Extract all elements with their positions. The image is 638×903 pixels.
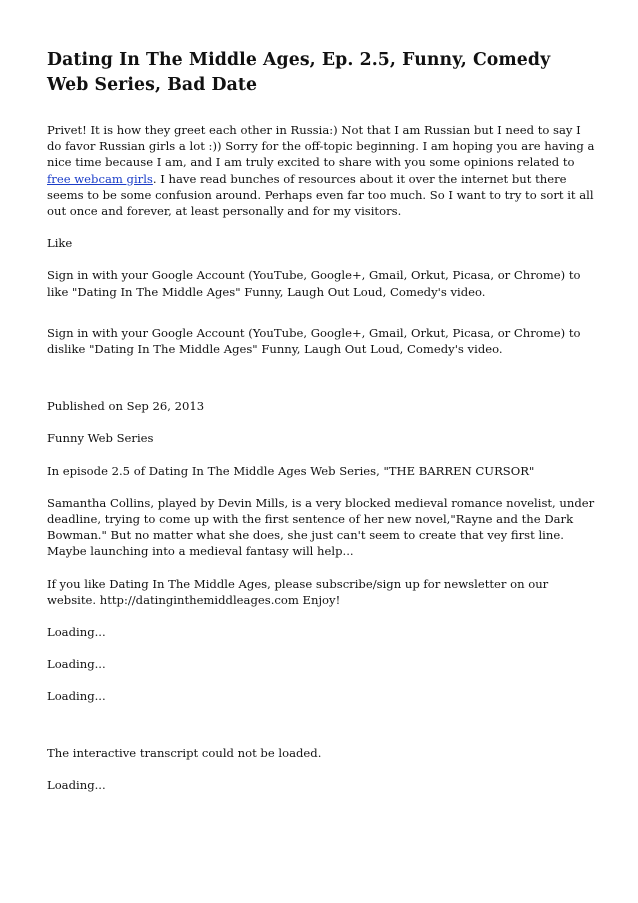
sign-in-dislike-text: Sign in with your Google Account (YouTube, Google+, Gmail, Orkut, Picasa, or Chrome) to dislike "Dating In The Middle Ages" Funny, Laugh Out Loud, Comedy's video. xyxy=(47,325,581,357)
subscribe-paragraph: If you like Dating In The Middle Ages, please subscribe/sign up for newsletter on our website. http://datinginthemiddleages.com Enjoy! xyxy=(47,576,549,607)
loading-text-3: Loading... xyxy=(47,689,106,704)
intro-text-start: Privet! It is how they greet each other in Russia:) Not that I am Russian but I need to say I do favor Russian girls a lot :)) Sorry for the off-topic beginning. I am hoping you are having a nice time because I am, and I am truly excited to share with you some opinions related to xyxy=(47,123,595,170)
loading-text-1: Loading... xyxy=(47,625,106,640)
document-page xyxy=(47,48,595,793)
published-date: Published on Sep 26, 2013 xyxy=(47,399,205,414)
intro-paragraph xyxy=(47,122,595,219)
episode-description: In episode 2.5 of Dating In The Middle Ages Web Series, "THE BARREN CURSOR" xyxy=(47,463,535,478)
intro-text-end: . I have read bunches of resources about it over the internet but there seems to be some confusion around. Perhaps even far too much. So I want to try to sort it all out once and forever, at least personally and for my visitors. xyxy=(47,171,594,219)
loading-text-2: Loading... xyxy=(47,657,106,672)
free-webcam-girls-link[interactable]: free webcam girls xyxy=(47,171,153,186)
sign-in-like-text: Sign in with your Google Account (YouTube, Google+, Gmail, Orkut, Picasa, or Chrome) to like "Dating In The Middle Ages" Funny, Laugh Out Loud, Comedy's video. xyxy=(47,268,581,299)
series-name: Funny Web Series xyxy=(47,431,154,446)
synopsis-paragraph: Samantha Collins, played by Devin Mills, is a very blocked medieval romance novelist, under deadline, trying to come up with the first sentence of her new novel,"Rayne and the Dark Bowman." But no matter what she does, she just can't seem to create that vey first line. Maybe launching into a medieval fantasy will help... xyxy=(47,495,595,559)
like-label: Like xyxy=(47,236,73,251)
page-title: Dating In The Middle Ages, Ep. 2.5, Funny, Comedy Web Series, Bad Date xyxy=(47,50,551,95)
transcript-error-text: The interactive transcript could not be loaded. xyxy=(47,745,322,760)
loading-text-4: Loading... xyxy=(47,777,106,792)
